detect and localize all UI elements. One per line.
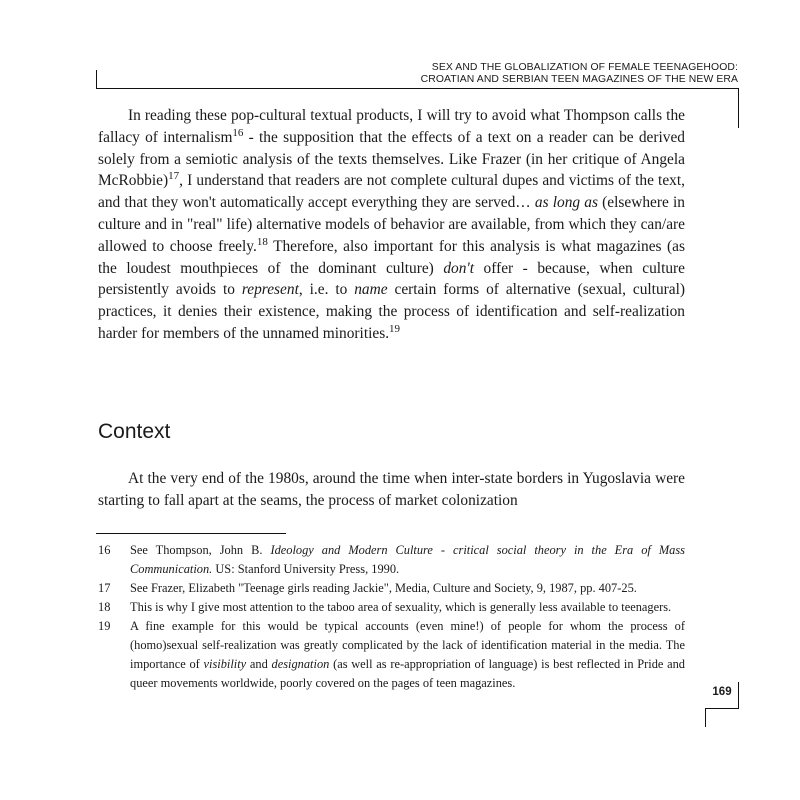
body-paragraph-2: At the very end of the 1980s, around the time when inter-state borders in Yugoslavia were starting to fall apart at the seams, the process of market colonization bbox=[98, 470, 685, 509]
page-number: 169 bbox=[712, 686, 732, 698]
body-paragraph-1: In reading these pop-cultural textual products, I will try to avoid what Thompson calls the fallacy of internalism$^{16}$ - the supposition that the effects of a text on a reader can be derived solely from a semiotic analysis of the texts themselves. Like Frazer (in her critique of Angela McRobbie)$^{17}$, I understand that readers are not complete cultural dupes and victims of the text, and that they won't automatically accept everything they are served… as long as (elsewhere in culture and in "real" life) alternative models of behavior are available, from which they can/are allowed to choose freely.$^{18}$ Therefore, also important for this analysis is what magazines (as the loudest mouthpieces of the dominant culture) don't offer - because, when culture persistently avoids to represent, i.e. to name certain forms of alternative (sexual, cultural) practices, it denies their existence, making the process of identification and self-realization harder for members of the unnamed minorities.$^{19}$ bbox=[98, 107, 686, 342]
running-header-line-1: SEX AND THE GLOBALIZATION OF FEMALE TEENAGEHOOD: bbox=[431, 62, 738, 73]
running-header-line-2: CROATIAN AND SERBIAN TEEN MAGAZINES OF THE NEW ERA bbox=[420, 74, 738, 85]
footnote-19: 19 A fine example for this would be typical accounts (even mine!) of people for whom the process of (homo)sexual self-realization was greatly complicated by the lack of identification material in the media. The importance of visibility and designation (as well as re-appropriation of language) is best reflected in Pride and queer movements worldwide, poorly covered on the pages of teen magazines. bbox=[98, 617, 685, 693]
page-number-left-tick bbox=[705, 708, 706, 727]
emphasis-as-long-as: as long as bbox=[534, 194, 598, 212]
page-number-right-tick bbox=[738, 682, 739, 709]
footnote-ref-18: 18 bbox=[256, 235, 268, 248]
footnote-number: 19 bbox=[98, 619, 111, 633]
footnote-number: 17 bbox=[98, 581, 111, 595]
section-title: Context bbox=[98, 420, 171, 443]
header-rule bbox=[96, 88, 739, 89]
footnote-ref-16: 16 bbox=[232, 126, 244, 139]
emphasis-dont: don't bbox=[443, 259, 474, 277]
header-left-tick bbox=[96, 70, 97, 89]
footnote-number: 16 bbox=[98, 543, 111, 557]
footnote-18: 18 This is why I give most attention to the taboo area of sexuality, which is generally less available to teenagers. bbox=[98, 598, 685, 617]
footnote-17: 17 See Frazer, Elizabeth "Teenage girls reading Jackie", Media, Culture and Society, 9, 1987, pp. 407-25. bbox=[98, 579, 685, 598]
footnote-separator bbox=[96, 533, 286, 534]
emphasis-represent: represent bbox=[241, 281, 299, 299]
footnote-number: 18 bbox=[98, 600, 111, 614]
running-header bbox=[138, 62, 738, 86]
footnote-ref-17: 17 bbox=[168, 170, 180, 183]
emphasis-name: name bbox=[354, 281, 388, 299]
footnote-ref-19: 19 bbox=[389, 322, 401, 335]
header-right-tick bbox=[738, 88, 739, 128]
footnote-16: 16 See Thompson, John B. Ideology and Modern Culture - critical social theory in the Era of Mass Communication. US: Stanford University Press, 1990. bbox=[98, 541, 685, 579]
footnotes bbox=[98, 541, 685, 693]
page-number-rule bbox=[705, 708, 739, 709]
